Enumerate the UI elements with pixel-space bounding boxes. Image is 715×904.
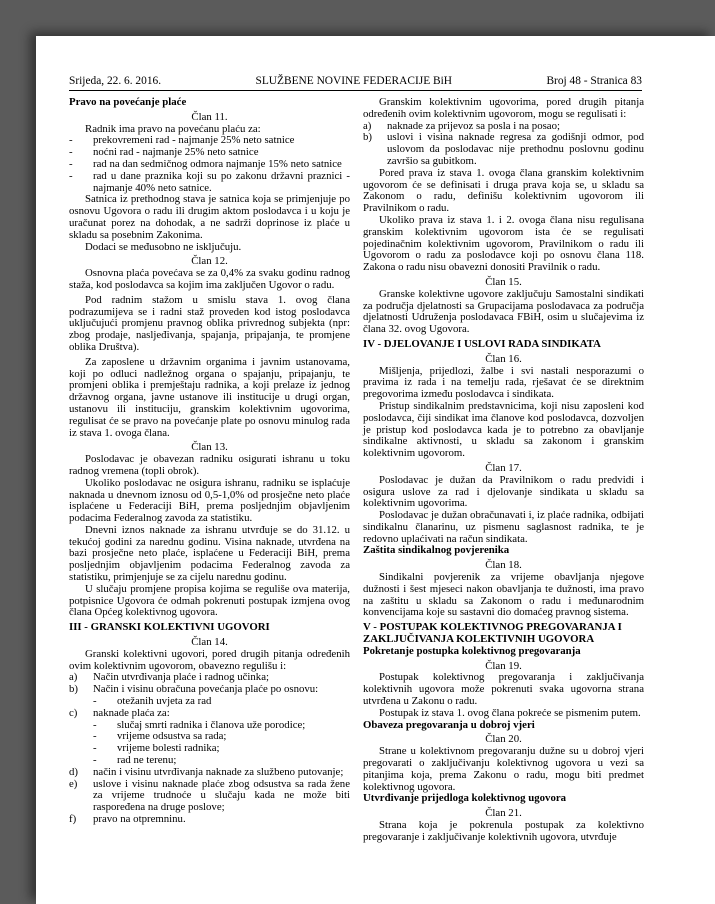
subsection-heading: Pravo na povećanje plaće (69, 96, 187, 108)
paragraph: Dodaci se međusobno ne isključuju. (85, 240, 242, 253)
section-heading: IV - DJELOVANJE I USLOVI RADA SINDIKATA (363, 337, 601, 350)
paragraph: Strane u kolektivnom pregovaranju dužne su u dobroj vjeri pregovarati o zaključivanju kolektivnog ugovora u vezi sa pitanjima koja, prema Zakonu o radu, mogu biti predmet kolektivnog ugovora. (363, 745, 644, 793)
list-item: - rad u dane praznika koji su po zakonu državni praznici - najmanje 40% neto satnice. (69, 169, 350, 194)
paragraph: Mišljenja, prijedlozi, žalbe i svi nastali nesporazumi o pravima iz rada i na temelju rada, rješavat će se direktnim pregovorima između poslodavca i sindikata. (363, 364, 644, 401)
paragraph: Strana koja je pokrenula postupak za kolektivno pregovaranje i zaključivanje kolektivnih ugovora, utvrđuje (363, 819, 644, 843)
paragraph: Za zaposlene u državnim organima i javnim ustanovama, koji po odluci nadležnog organa o spajanju, pripajanju, te promjeni oblika i premještaju radnika, a koji prelaze iz jednog državnog organa, javne ustanove ili institucije u drugi organ, ustanovu ili instituciju, granskim kolektivnim ugovorima, regulisat će se pravo na povećanje plate po osnovu minulog rada iz stava 1. ovoga člana. (69, 355, 350, 439)
list-item: b) uslovi i visina naknade regresa za godišnji odmor, pod uslovom da poslodavac nije prethodnu poslovnu godinu završio sa gubitkom. (363, 131, 644, 167)
dash-list (69, 135, 350, 194)
list-item: a) naknade za prijevoz sa posla i na posao; (363, 119, 560, 132)
list-item: - noćni rad - najmanje 25% neto satnice (69, 146, 259, 159)
list-subitem: - vrijeme bolesti radnika; (93, 742, 220, 755)
article-number: Član 13. (191, 441, 228, 454)
list-subitem: - slučaj smrti radnika i članova uže porodice; (93, 718, 306, 731)
paragraph: Postupak kolektivnog pregovaranja i zaključivanja kolektivnih ugovora može pokrenuti svaka ugovorna strana utvrđena u Zakonu o radu. (363, 671, 644, 708)
paragraph: Sindikalni povjerenik za vrijeme obavljanja njegove dužnosti i šest mjeseci nakon obavljanja te dužnosti, ima pravo na zaštitu u skladu sa Zakonom o radu i međunarodnim konvencijama koje su sastavni dio domaćeg pravnog sistema. (363, 571, 644, 619)
section-heading: V - POSTUPAK KOLEKTIVNOG PREGOVARANJA I ZAKLJUČIVANJA KOLEKTIVNIH UGOVORA (363, 621, 622, 646)
subsection-heading: Zaštita sindikalnog povjerenika (363, 544, 510, 557)
list-item: - rad na dan sedmičnog odmora najmanje 15% neto satnice (69, 157, 342, 170)
list-item: e) uslove i visinu naknade plaće zbog odsustva sa rada žene za vrijeme trudnoće u slučaju kada ne može biti raspoređena na druge poslove; (69, 777, 350, 814)
list-item: - prekovremeni rad - najmanje 25% neto satnice (69, 134, 295, 147)
article-number: Član 19. (485, 659, 522, 672)
header-issue: Broj 48 - Stranica 83 (546, 75, 642, 87)
paragraph: U slučaju promjene propisa kojima se reguliše ova materija, potpisnice Ugovora će odmah pokrenuti postupak izmjena ovog člana Općeg kolektivnog ugovora. (69, 582, 350, 619)
paragraph: Pored prava iz stava 1. ovoga člana granskim kolektivnim ugovorom će se definisati i druga prava koja se, u skladu sa Zakonom o radu, definišu kolektivnim ugovorom ili Pravilnikom o radu. (363, 166, 644, 215)
article-number: Član 18. (485, 559, 522, 572)
list-item: a) Način utvrđivanja plaće i radnog učinka; (69, 671, 269, 684)
paragraph: Dnevni iznos naknade za ishranu utvrđuje se do 31.12. u tekućoj godini za narednu godinu. Visina naknade, utvrđena na bazi prosječne neto plaće, isplaćene u Federaciji BiH, prema posljednjim objavljenim podacima Federalnog zavoda za statistiku, primjenjuje se za cijelu narednu godinu. (69, 523, 350, 584)
lettered-list (69, 672, 350, 825)
paragraph: Poslodavac je dužan obračunavati i, iz plaće radnika, odbijati sindikalnu članarinu, uz pismenu saglasnost radnika, te je redovno uplaćivati na račun sindikata. (363, 509, 644, 545)
subsection-heading: Pokretanje postupka kolektivnog pregovaranja (363, 644, 581, 657)
paragraph: Granske kolektivne ugovore zaključuju Samostalni sindikati za područja djelatnosti sa Grupacijama poslodavaca za područja djelatnosti Udruženja poslodavaca FBiH, osim u slučajevima iz člana 32. ovog Ugovora. (363, 287, 644, 336)
lettered-list (363, 121, 644, 168)
list-subitem: - vrijeme odsustva sa rada; (93, 730, 227, 743)
paragraph: Poslodavac je obavezan radniku osigurati ishranu u toku radnog vremena (topli obrok). (69, 453, 350, 477)
running-header (69, 74, 642, 91)
list-item: c) naknade plaća za: (69, 706, 170, 719)
list-subitem: - rad ne terenu; (93, 754, 177, 767)
section-heading: III - GRANSKI KOLEKTIVNI UGOVORI (69, 621, 270, 634)
article-number: Član 20. (485, 733, 522, 746)
paragraph: Pod radnim stažom u smislu stava 1. ovog člana podrazumijeva se i radni staž proveden kod istog poslodavca uključujući promjenu pravnog oblika privrednog subjekta (npr: zbog prodaje, nasljeđivanja, spajanja, pripajanja, te promjene oblika Društva). (69, 293, 350, 353)
paragraph: Postupak iz stava 1. ovog člana pokreće se pismenim putem. (379, 706, 641, 719)
paragraph: Ukoliko prava iz stava 1. i 2. ovoga člana nisu regulisana granskim kolektivnim ugovorom ista će se regulisati pojedinačnim kolektivnim ugovorom, Pravilnikom o radu ili Ugovorom o radu za poslodavce koji po osnovu člana 118. Zakona o radu nisu obavezni donositi Pravilnik o radu. (363, 213, 644, 274)
header-publication: SLUŽBENE NOVINE FEDERACIJE BiH (255, 75, 452, 87)
paragraph: Ukoliko poslodavac ne osigura ishranu, radniku se isplaćuje naknada u dnevnom iznosu od 0,5-1,0% od prosječne neto plaće isplaćene u Federaciji BiH, prema posljednjim objavljenim podacima Federalnog zavoda za statistiku. (69, 476, 350, 525)
article-number: Član 14. (191, 636, 228, 649)
article-number: Član 12. (191, 255, 228, 268)
paragraph: Satnica iz prethodnog stava je satnica koja se primjenjuje po osnovu Ugovora o radu ili drugim aktom poslodavca i u koju je uračunat porez na dohodak, a ne sadrži doprinose iz plaće u skladu sa posebnim Zakonima. (69, 193, 350, 241)
paragraph: Granski kolektivni ugovori, pored drugih pitanja određenih ovim kolektivnim ugovorom, obavezno regulišu i: (69, 647, 350, 672)
list-subitem: - otežanih uvjeta za rad (93, 695, 212, 708)
header-date: Srijeda, 22. 6. 2016. (69, 75, 162, 87)
list-item: b) Način i visinu obračuna povećanja plaće po osnovu: (69, 683, 319, 696)
list-item: f) pravo na otpremninu. (69, 813, 186, 826)
subsection-heading: Obaveza pregovaranja u dobroj vjeri (363, 718, 535, 731)
article-number: Član 15. (485, 275, 522, 288)
left-column (69, 97, 350, 826)
article-number: Član 16. (485, 352, 522, 365)
paragraph: Osnovna plaća povećava se za 0,4% za svaku godinu radnog staža, kod poslodavca sa kojim ima zaključen Ugovor o radu. (69, 267, 350, 291)
article-number: Član 21. (485, 807, 522, 820)
paragraph: Granskim kolektivnim ugovorima, pored drugih pitanja određenih ovim kolektivnim ugovorom, mogu se regulisati i: (363, 96, 644, 120)
list-item: d) način i visinu utvrđivanja naknade za službeno putovanje; (69, 765, 344, 778)
paragraph: Pristup sindikalnim predstavnicima, koji nisu zaposleni kod poslodavca, čiji sindikat ima članove kod poslodavca, dozvoljen je pristup kod poslodavca kada je to potrebno za obavljanje sindikalne aktivnosti, u skladu sa zakonom i granskim kolektivnim ugovorom. (363, 399, 644, 460)
paragraph: Poslodavac je dužan da Pravilnikom o radu predvidi i osigura uslove za rad i djelovanje sindikata u skladu sa kolektivnim ugovorima. (363, 473, 644, 510)
paragraph: Radnik ima pravo na povećanu plaću za: (85, 122, 261, 135)
right-column (363, 97, 644, 844)
article-number: Član 17. (485, 461, 522, 474)
subsection-heading: Utvrđivanje prijedloga kolektivnog ugovora (363, 792, 567, 805)
article-number: Član 11. (191, 110, 228, 123)
